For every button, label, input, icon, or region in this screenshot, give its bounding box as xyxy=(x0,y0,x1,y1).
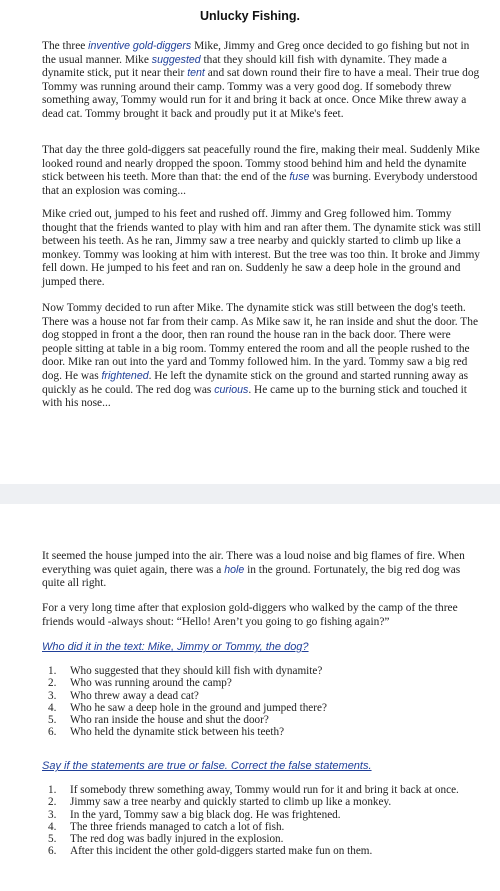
item-text: Who he saw a deep hole in the ground and jumped there? xyxy=(70,701,327,714)
item-number: 1. xyxy=(48,665,57,677)
task-2-heading: Say if the statements are true or false. Correct the false statements. xyxy=(42,760,372,772)
highlight-word: tent xyxy=(187,67,205,80)
item-text: In the yard, Tommy saw a big black dog. He was frightened. xyxy=(70,808,341,821)
list-item xyxy=(42,796,482,808)
item-text: Jimmy saw a tree nearby and quickly started to climb up like a monkey. xyxy=(70,796,392,809)
highlight-word: curious xyxy=(214,383,249,396)
item-text: Who suggested that they should kill fish with dynamite? xyxy=(70,665,323,677)
item-number: 5. xyxy=(48,833,57,846)
item-text: Who ran inside the house and shut the door? xyxy=(70,714,269,727)
item-number: 6. xyxy=(48,845,57,858)
paragraph-1: The three inventive gold-diggers Mike, Jimmy and Greg once decided to go fishing but not in the usual manner. Mike suggested that they should kill fish with dynamite. They made a dynamite stick, put it near their tent and sat down round their fire to have a meal. Their true dog Tommy was running around their camp. Tommy was a very good dog. If somebody threw something away, Tommy would run for it and bring it back at once. Once Mike threw away a dead cat. Tommy brought it back and proudly put it at Mike's feet. xyxy=(42,40,480,120)
paragraph-4: Now Tommy decided to run after Mike. The dynamite stick was still between the dog's teeth. There was a house not far from their camp. As Mike saw it, he ran inside and shut the door. The dog stopped in front a the door, then ran round the house ran in the back door. There were people sitting at table in a big room. Tommy entered the room and all the people rushed to the door. Mike ran out into the yard and Tommy followed him. In the yard. Tommy saw a big red dog. He was frightened. He left the dynamite stick on the ground and started running away as quickly as he could. The red dog was curious. He came up to the burning stick and touched it with his nose... xyxy=(42,302,479,410)
item-number: 3. xyxy=(48,808,57,821)
list-item xyxy=(42,845,482,857)
task-1-heading: Who did it in the text: Mike, Jimmy or Tommy, the dog? xyxy=(42,641,309,653)
paragraph-6: For a very long time after that explosion gold-diggers who walked by the camp of the three friends would -always shout: “Hello! Aren’t you going to go fishing again?” xyxy=(42,602,458,628)
item-number: 4. xyxy=(48,820,57,833)
list-item xyxy=(42,833,482,845)
list-item xyxy=(42,702,482,714)
list-item xyxy=(42,690,482,702)
page-two xyxy=(0,504,500,891)
highlight-word: hole xyxy=(224,563,245,576)
paragraph-2: That day the three gold-diggers sat peacefully round the fire, making their meal. Suddenly Mike looked round and nearly dropped the spoon. Tommy stood behind him and held the dynamite stick between his teeth. More than that: the end of the fuse was burning. Everybody understood that an explosion was coming... xyxy=(42,144,480,197)
list-item xyxy=(42,784,482,796)
story-title: Unlucky Fishing. xyxy=(199,9,300,23)
item-text: Who threw away a dead cat? xyxy=(70,689,199,702)
list-item xyxy=(42,726,482,738)
paragraph-5: It seemed the house jumped into the air. There was a loud noise and big flames of fire. When everything was quiet again, there was a hole in the ground. Fortunately, the big red dog was quite all right. xyxy=(42,550,465,590)
item-number: 5. xyxy=(48,714,57,727)
highlight-word: suggested xyxy=(151,53,201,66)
item-text: After this incident the other gold-diggers started make fun on them. xyxy=(70,845,373,858)
highlight-word: frightened xyxy=(101,369,149,382)
list-item xyxy=(42,714,482,726)
item-number: 3. xyxy=(48,689,57,702)
list-item xyxy=(42,665,482,677)
list-item xyxy=(42,809,482,821)
item-number: 6. xyxy=(48,726,57,739)
item-number: 2. xyxy=(48,677,57,690)
list-item xyxy=(42,821,482,833)
paragraph-3: Mike cried out, jumped to his feet and rushed off. Jimmy and Greg followed him. Tommy thought that the friends wanted to play with him and ran after them. The dynamite stick was still between his teeth. As he ran, Jimmy saw a tree nearby and quickly started to climb up like a monkey. Tommy was looking at him with interest. But the tree was too thin. It broke and Jimmy fell down. He jumped to his feet and ran on. Suddenly he saw a deep hole in the ground and jumped there. xyxy=(42,208,481,288)
item-number: 1. xyxy=(48,784,57,796)
page-separator xyxy=(0,484,500,504)
item-text: If somebody threw something away, Tommy would run for it and bring it back at once. xyxy=(70,784,459,796)
task-2-list xyxy=(42,784,482,858)
highlight-word: inventive gold-diggers xyxy=(88,40,192,52)
item-text: The red dog was badly injured in the explosion. xyxy=(70,833,284,846)
item-number: 4. xyxy=(48,701,57,714)
item-text: Who held the dynamite stick between his teeth? xyxy=(70,726,285,739)
item-text: The three friends managed to catch a lot of fish. xyxy=(70,820,285,833)
list-item xyxy=(42,677,482,689)
item-text: Who was running around the camp? xyxy=(70,677,232,690)
task-1-list xyxy=(42,665,482,739)
highlight-word: fuse xyxy=(289,171,310,184)
item-number: 2. xyxy=(48,796,57,809)
